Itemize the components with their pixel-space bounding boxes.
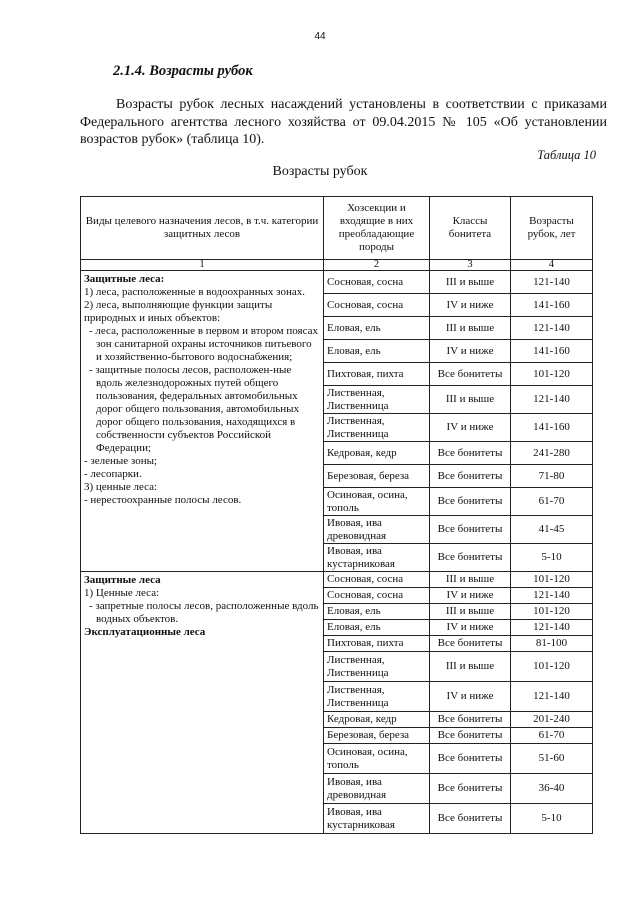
purpose-line: - лесопарки. xyxy=(84,468,142,480)
age-cell: 121-140 xyxy=(511,317,593,340)
class-cell: Все бонитеты xyxy=(430,774,511,804)
species-cell: Пихтовая, пихта xyxy=(324,636,430,652)
purpose-line: - нерестоохранные полосы лесов. xyxy=(84,494,242,506)
section-heading: 2.1.4. Возрасты рубок xyxy=(113,63,253,79)
table-title: Возрасты рубок xyxy=(272,164,368,179)
class-cell: Все бонитеты xyxy=(430,442,511,465)
age-cell: 71-80 xyxy=(511,465,593,488)
age-cell: 121-140 xyxy=(511,620,593,636)
purpose-line: 3) ценные леса: xyxy=(84,481,158,493)
class-cell: Все бонитеты xyxy=(430,712,511,728)
header-species: Хозсекции и входящие в них преобладающие породы xyxy=(324,197,430,260)
header-age: Возрасты рубок, лет xyxy=(511,197,593,260)
class-cell: IV и ниже xyxy=(430,340,511,363)
age-cell: 101-120 xyxy=(511,572,593,588)
species-cell: Сосновая, сосна xyxy=(324,271,430,294)
header-purpose: Виды целевого назначения лесов, в т.ч. категории защитных лесов xyxy=(81,197,324,260)
age-cell: 141-160 xyxy=(511,340,593,363)
species-cell: Еловая, ель xyxy=(324,317,430,340)
age-cell: 121-140 xyxy=(511,682,593,712)
species-cell: Лиственная, Лиственница xyxy=(324,386,430,414)
column-number: 2 xyxy=(324,260,430,271)
purpose-line: Защитные леса: xyxy=(84,273,165,285)
age-cell: 121-140 xyxy=(511,271,593,294)
species-cell: Еловая, ель xyxy=(324,604,430,620)
age-cell: 5-10 xyxy=(511,544,593,572)
table-header-row xyxy=(81,197,593,260)
species-cell: Сосновая, сосна xyxy=(324,588,430,604)
species-cell: Березовая, береза xyxy=(324,728,430,744)
forest-purpose-cell xyxy=(81,271,324,572)
column-number: 1 xyxy=(81,260,324,271)
intro-paragraph: Возрасты рубок лесных насаждений установлены в соответствии с приказами Федерального агентства лесного хозяйства от 09.04.2015 № 105 «Об установлении возрастов рубок» (таблица 10). xyxy=(80,97,607,147)
class-cell: III и выше xyxy=(430,604,511,620)
class-cell: Все бонитеты xyxy=(430,544,511,572)
species-cell: Пихтовая, пихта xyxy=(324,363,430,386)
age-cell: 141-160 xyxy=(511,294,593,317)
class-cell: Все бонитеты xyxy=(430,636,511,652)
species-cell: Еловая, ель xyxy=(324,620,430,636)
class-cell: III и выше xyxy=(430,317,511,340)
header-class: Классы бонитета xyxy=(430,197,511,260)
forest-purpose-cell xyxy=(81,572,324,834)
class-cell: Все бонитеты xyxy=(430,804,511,834)
table-row xyxy=(81,271,593,294)
class-cell: Все бонитеты xyxy=(430,744,511,774)
page-number: 44 xyxy=(314,31,326,42)
species-cell: Еловая, ель xyxy=(324,340,430,363)
species-cell: Ивовая, ива древовидная xyxy=(324,774,430,804)
species-cell: Кедровая, кедр xyxy=(324,442,430,465)
species-cell: Ивовая, ива кустарниковая xyxy=(324,544,430,572)
species-cell: Ивовая, ива древовидная xyxy=(324,516,430,544)
cutting-age-table xyxy=(80,196,593,834)
class-cell: Все бонитеты xyxy=(430,516,511,544)
table-row xyxy=(81,572,593,588)
table-label: Таблица 10 xyxy=(537,148,596,162)
purpose-line: - запретные полосы лесов, расположенные вдоль водных объектов. xyxy=(89,600,319,625)
class-cell: IV и ниже xyxy=(430,294,511,317)
age-cell: 101-120 xyxy=(511,604,593,620)
class-cell: IV и ниже xyxy=(430,588,511,604)
column-number: 4 xyxy=(511,260,593,271)
age-cell: 41-45 xyxy=(511,516,593,544)
species-cell: Сосновая, сосна xyxy=(324,572,430,588)
species-cell: Осиновая, осина, тополь xyxy=(324,488,430,516)
age-cell: 61-70 xyxy=(511,488,593,516)
class-cell: III и выше xyxy=(430,386,511,414)
class-cell: III и выше xyxy=(430,271,511,294)
age-cell: 101-120 xyxy=(511,363,593,386)
purpose-line: - защитные полосы лесов, расположен-ные вдоль железнодорожных путей общего пользования, федеральных автомобильных дорог общего пользования, автомобильных дорог общего пользования, находящихся в собственности субъектов Российской Федерации; xyxy=(89,364,300,454)
class-cell: IV и ниже xyxy=(430,414,511,442)
species-cell: Сосновая, сосна xyxy=(324,294,430,317)
species-cell: Березовая, береза xyxy=(324,465,430,488)
purpose-line: 1) Ценные леса: xyxy=(84,587,160,599)
species-cell: Осиновая, осина, тополь xyxy=(324,744,430,774)
age-cell: 36-40 xyxy=(511,774,593,804)
age-cell: 51-60 xyxy=(511,744,593,774)
purpose-line: 1) леса, расположенные в водоохранных зонах. xyxy=(84,286,305,298)
class-cell: Все бонитеты xyxy=(430,728,511,744)
class-cell: Все бонитеты xyxy=(430,488,511,516)
age-cell: 61-70 xyxy=(511,728,593,744)
species-cell: Кедровая, кедр xyxy=(324,712,430,728)
class-cell: III и выше xyxy=(430,652,511,682)
class-cell: IV и ниже xyxy=(430,620,511,636)
class-cell: IV и ниже xyxy=(430,682,511,712)
age-cell: 141-160 xyxy=(511,414,593,442)
age-cell: 101-120 xyxy=(511,652,593,682)
species-cell: Ивовая, ива кустарниковая xyxy=(324,804,430,834)
age-cell: 121-140 xyxy=(511,588,593,604)
species-cell: Лиственная, Лиственница xyxy=(324,414,430,442)
purpose-line: Эксплуатационные леса xyxy=(84,626,206,638)
age-cell: 121-140 xyxy=(511,386,593,414)
species-cell: Лиственная, Лиственница xyxy=(324,682,430,712)
purpose-line: Защитные леса xyxy=(84,574,161,586)
class-cell: Все бонитеты xyxy=(430,363,511,386)
age-cell: 241-280 xyxy=(511,442,593,465)
column-number: 3 xyxy=(430,260,511,271)
purpose-line: - зеленые зоны; xyxy=(84,455,158,467)
column-number-row xyxy=(81,260,593,271)
purpose-line: 2) леса, выполняющие функции защиты природных и иных объектов: xyxy=(84,299,273,324)
purpose-line: - леса, расположенные в первом и втором поясах зон санитарной охраны источников питьевого и хозяйственно-бытового водоснабжения; xyxy=(89,325,319,363)
age-cell: 81-100 xyxy=(511,636,593,652)
class-cell: Все бонитеты xyxy=(430,465,511,488)
class-cell: III и выше xyxy=(430,572,511,588)
age-cell: 5-10 xyxy=(511,804,593,834)
species-cell: Лиственная, Лиственница xyxy=(324,652,430,682)
age-cell: 201-240 xyxy=(511,712,593,728)
